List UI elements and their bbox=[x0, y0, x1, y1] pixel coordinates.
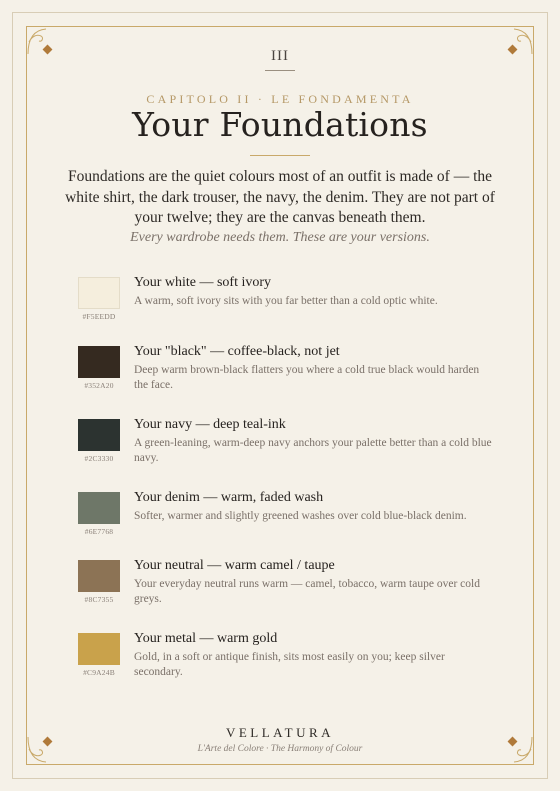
item-description: A green-leaning, warm-deep navy anchors your palette better than a cold blue navy. bbox=[134, 437, 492, 464]
foundation-item-navy bbox=[78, 417, 498, 477]
color-swatch bbox=[78, 346, 120, 378]
intro-paragraph: Foundations are the quiet colours most of an outfit is made of — the white shirt, the dark trouser, the navy, the denim. They are not part of your twelve; they are the canvas beneath them. bbox=[65, 168, 495, 226]
chapter-divider bbox=[265, 70, 295, 71]
hex-code: #2C3330 bbox=[84, 454, 114, 463]
foundation-item-neutral bbox=[78, 558, 498, 618]
item-description: Your everyday neutral runs warm — camel, tobacco, warm taupe over cold greys. bbox=[134, 578, 480, 605]
item-title: Your denim — warm, faded wash bbox=[134, 490, 324, 505]
foundation-item-denim bbox=[78, 490, 498, 550]
item-description: A warm, soft ivory sits with you far better than a cold optic white. bbox=[134, 295, 438, 307]
item-title: Your metal — warm gold bbox=[134, 631, 278, 646]
hex-code: #C9A24B bbox=[83, 668, 115, 677]
color-swatch bbox=[78, 633, 120, 665]
foundation-item-black bbox=[78, 344, 498, 404]
item-title: Your white — soft ivory bbox=[134, 275, 272, 290]
foundation-item-white bbox=[78, 275, 498, 335]
brand-subtitle: L'Arte del Colore · The Harmony of Colour bbox=[197, 744, 363, 754]
brand-name: VELLATURA bbox=[225, 725, 335, 740]
color-swatch bbox=[78, 419, 120, 451]
color-swatch bbox=[78, 560, 120, 592]
hex-code: #352A20 bbox=[84, 381, 114, 390]
item-description: Softer, warmer and slightly greened washes over cold blue-black denim. bbox=[134, 510, 467, 522]
tagline: Every wardrobe needs them. These are your versions. bbox=[130, 230, 430, 245]
item-title: Your navy — deep teal-ink bbox=[134, 417, 286, 432]
hex-code: #8C7355 bbox=[84, 595, 114, 604]
item-title: Your neutral — warm camel / taupe bbox=[134, 558, 335, 573]
item-description: Deep warm brown-black flatters you where a cold true black would harden the face. bbox=[134, 364, 480, 391]
title-divider bbox=[250, 155, 310, 156]
item-title: Your "black" — coffee-black, not jet bbox=[134, 344, 340, 359]
foundation-item-metal bbox=[78, 631, 498, 691]
hex-code: #6E7768 bbox=[84, 527, 114, 536]
hex-code: #F5EEDD bbox=[82, 312, 116, 321]
chapter-number: III bbox=[271, 48, 289, 64]
page-title: Your Foundations bbox=[132, 105, 428, 144]
item-description: Gold, in a soft or antique finish, sits most easily on you; keep silver secondary. bbox=[134, 651, 445, 678]
chapter-eyebrow: CAPITOLO II · LE FONDAMENTA bbox=[146, 92, 414, 106]
color-swatch bbox=[78, 277, 120, 309]
color-swatch bbox=[78, 492, 120, 524]
